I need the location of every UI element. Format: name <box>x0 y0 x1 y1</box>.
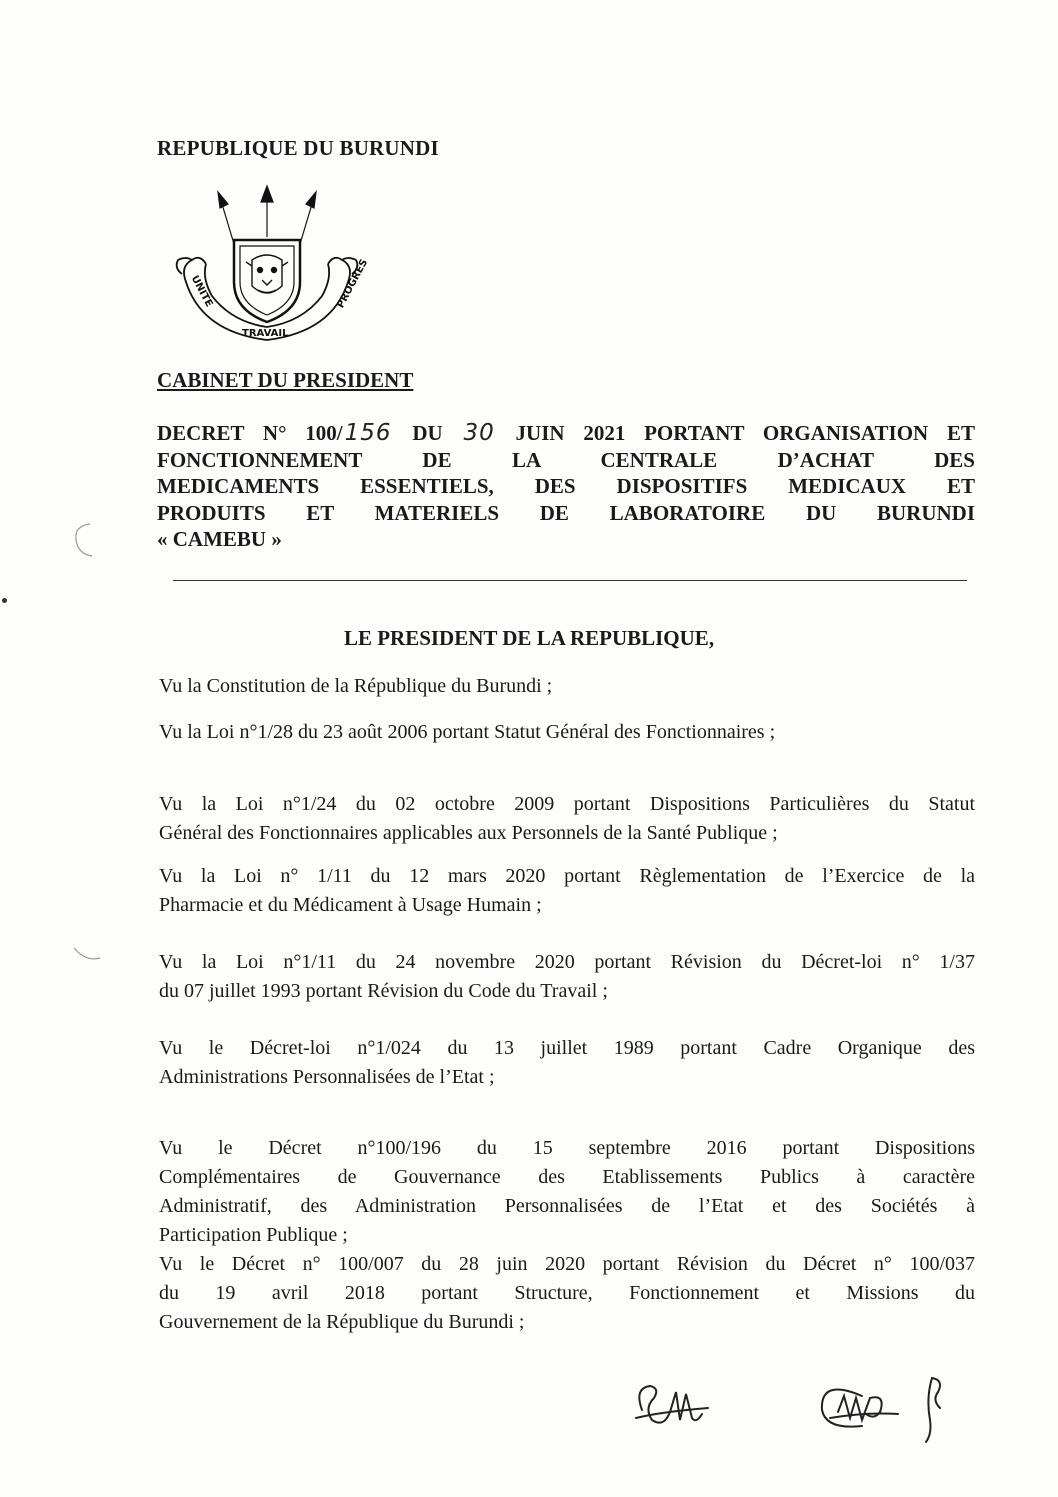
considerant-line: Vu la Loi n°1/28 du 23 août 2006 portant Statut Général des Fonctionnaires ; <box>159 721 776 743</box>
considerant-line: Vu le Décret n° 100/007 du 28 juin 2020 portant Révision du Décret n° 100/037 <box>159 1253 975 1275</box>
considerant-line: Vu la Loi n° 1/11 du 12 mars 2020 portant Règlementation de l’Exercice de la <box>159 865 975 887</box>
decree-title-line: DECRET N° 100/156 DU 30 JUIN 2021 PORTANT ORGANISATION ET <box>157 420 975 446</box>
considerant-paragraph <box>159 1250 975 1337</box>
considerant-line: du 19 avril 2018 portant Structure, Fonctionnement et Missions du <box>159 1282 975 1304</box>
decree-title <box>157 420 975 553</box>
considerant-line: Vu le Décret n°100/196 du 15 septembre 2016 portant Dispositions <box>159 1137 975 1159</box>
considerant-paragraph <box>159 790 975 848</box>
scan-punch-mark <box>60 520 100 560</box>
considerant-paragraph <box>159 948 975 1006</box>
considerant-line: du 07 juillet 1993 portant Révision du Code du Travail ; <box>159 980 608 1002</box>
considerant-line: Administrations Personnalisées de l’Etat ; <box>159 1066 495 1088</box>
decree-title-line: MEDICAMENTS ESSENTIELS, DES DISPOSITIFS MEDICAUX ET <box>157 474 975 498</box>
motto-progres: PROGRES <box>335 257 371 310</box>
considerant-line: Vu la Loi n°1/11 du 24 novembre 2020 portant Révision du Décret-loi n° 1/37 <box>159 951 975 973</box>
handwritten-initials <box>630 1368 970 1448</box>
decree-title-line: « CAMEBU » <box>157 527 282 551</box>
motto-unite: UNITE <box>188 273 215 309</box>
considerant-line: Gouvernement de la République du Burundi ; <box>159 1311 525 1333</box>
considerant-line: Général des Fonctionnaires applicables aux Personnels de la Santé Publique ; <box>159 822 778 844</box>
decree-title-line: FONCTIONNEMENT DE LA CENTRALE D’ACHAT DES <box>157 447 975 472</box>
considerant-paragraph <box>159 862 975 920</box>
separator-rule <box>173 580 967 581</box>
scan-punch-mark <box>70 940 110 970</box>
considerant-paragraph <box>159 672 975 701</box>
considerant-line: Vu la Loi n°1/24 du 02 octobre 2009 portant Dispositions Particulières du Statut <box>159 793 975 815</box>
president-heading: LE PRESIDENT DE LA REPUBLIQUE, <box>343 626 715 650</box>
cabinet-heading: CABINET DU PRESIDENT <box>157 368 414 392</box>
considerant-paragraph <box>159 718 975 747</box>
decree-title-line: PRODUITS ET MATERIELS DE LABORATOIRE DU BURUNDI <box>157 500 975 525</box>
republic-heading: REPUBLIQUE DU BURUNDI <box>157 136 439 160</box>
motto-travail: TRAVAIL <box>242 328 289 339</box>
considerant-line: Vu la Constitution de la République du Burundi ; <box>159 675 553 697</box>
considerant-line: Administratif, des Administration Personnalisées de l’Etat et des Sociétés à <box>159 1195 975 1217</box>
considerant-line: Pharmacie et du Médicament à Usage Humain ; <box>159 894 542 916</box>
considerant-line: Complémentaires de Gouvernance des Etablissements Publics à caractère <box>159 1166 975 1188</box>
handwritten-decree-number: 156 <box>344 420 392 446</box>
considerant-paragraph <box>159 1134 975 1250</box>
scan-dot <box>2 598 7 603</box>
considerant-line: Participation Publique ; <box>159 1224 348 1246</box>
considerant-line: Vu le Décret-loi n°1/024 du 13 juillet 1989 portant Cadre Organique des <box>159 1037 975 1059</box>
handwritten-decree-day: 30 <box>463 420 495 446</box>
coat-of-arms-emblem <box>172 182 371 352</box>
considerant-paragraph <box>159 1034 975 1092</box>
